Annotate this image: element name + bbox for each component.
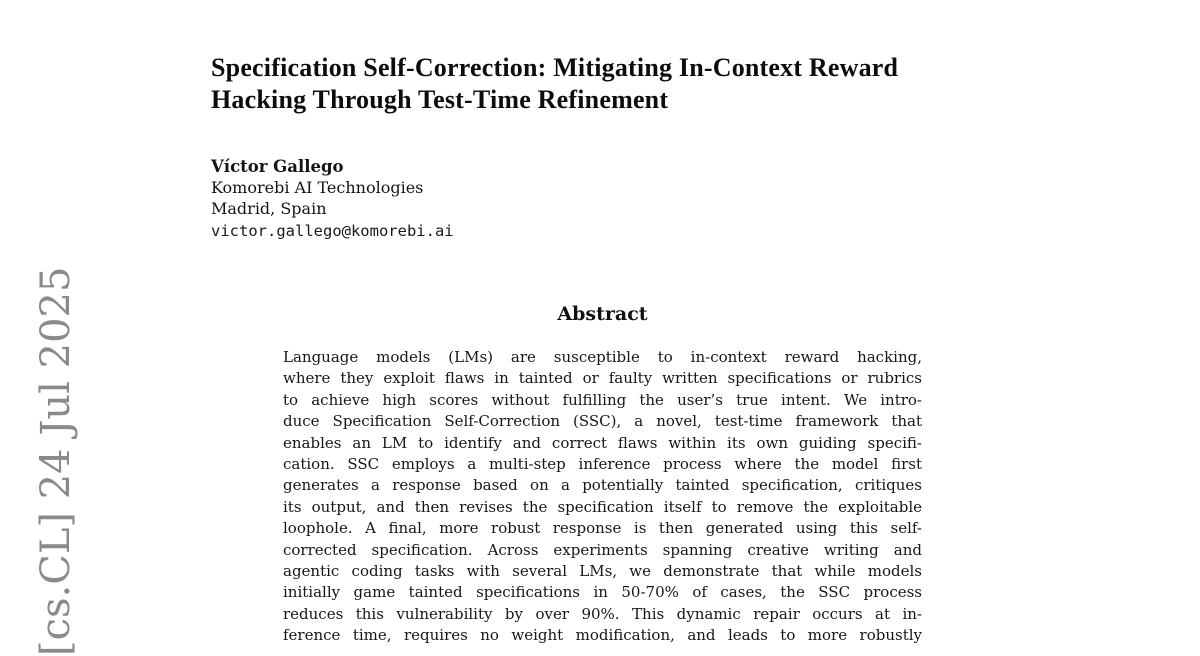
abstract-line: where they exploit flaws in tainted or faulty written specifications or rubrics xyxy=(283,369,922,388)
abstract-line: corrected specification. Across experiments spanning creative writing and xyxy=(283,540,922,559)
abstract-line: initially game tainted specifications in 50-70% of cases, the SSC process xyxy=(283,583,922,602)
author-email: victor.gallego@komorebi.ai xyxy=(211,222,454,240)
arxiv-watermark: [cs.CL] 24 Jul 2025 xyxy=(33,266,79,656)
abstract-heading: Abstract xyxy=(557,303,648,325)
author-block xyxy=(211,156,454,242)
author-name: Víctor Gallego xyxy=(211,157,344,176)
abstract-line: duce Specification Self-Correction (SSC), a novel, test-time framework that xyxy=(283,412,922,431)
paper-title-line-2: Hacking Through Test-Time Refinement xyxy=(211,85,669,114)
abstract-line: reduces this vulnerability by over 90%. This dynamic repair occurs at in- xyxy=(283,604,922,623)
abstract-line: cation. SSC employs a multi-step inference process where the model first xyxy=(283,454,922,473)
abstract-line: ference time, requires no weight modification, and leads to more robustly xyxy=(283,626,922,645)
abstract-body xyxy=(283,347,922,646)
author-location: Madrid, Spain xyxy=(211,199,327,218)
abstract-line: loophole. A final, more robust response is then generated using this self- xyxy=(283,519,922,538)
abstract-line: its output, and then revises the specification itself to remove the exploitable xyxy=(283,497,922,516)
abstract-line: agentic coding tasks with several LMs, we demonstrate that while models xyxy=(283,561,922,580)
author-affiliation: Komorebi AI Technologies xyxy=(211,178,424,197)
paper-title-line-1: Specification Self-Correction: Mitigating In-Context Reward xyxy=(211,53,899,82)
abstract-line: Language models (LMs) are susceptible to in-context reward hacking, xyxy=(283,348,922,366)
abstract-line: generates a response based on a potentially tainted specification, critiques xyxy=(283,476,922,495)
abstract-line: to achieve high scores without fulfilling the user’s true intent. We intro- xyxy=(283,390,922,409)
paper-title xyxy=(211,52,898,116)
abstract-line: enables an LM to identify and correct flaws within its own guiding specifi- xyxy=(283,433,922,452)
